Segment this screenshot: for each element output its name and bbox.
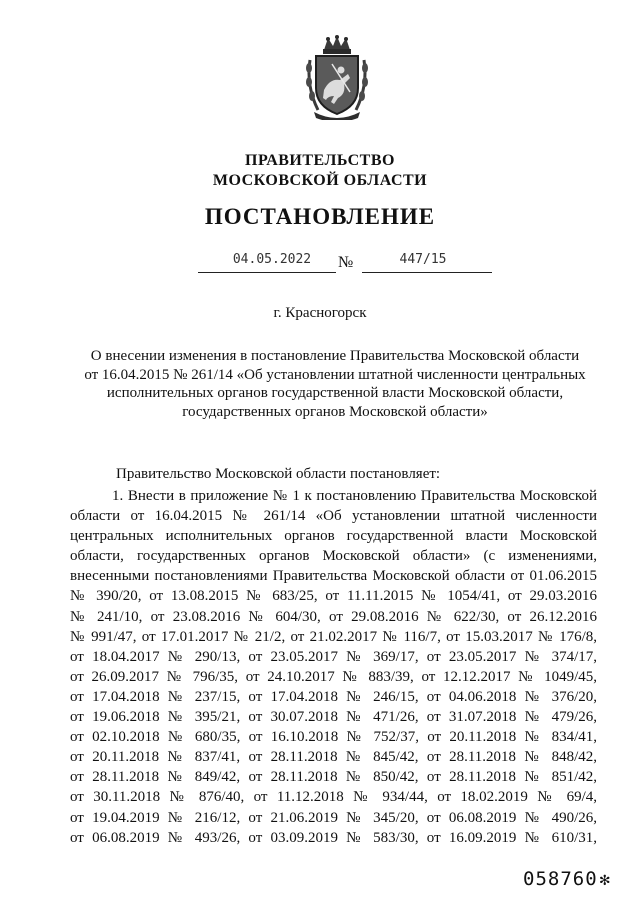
body-line: № 390/20, от 13.08.2015 № 683/25, от 11.11.2015 № 1054/41, от 29.03.2016 bbox=[70, 588, 597, 605]
body-line: от 02.10.2018 № 680/35, от 16.10.2018 № 752/37, от 20.11.2018 № 834/41, bbox=[70, 729, 597, 746]
document-number: 447/15 bbox=[399, 252, 447, 267]
body-line: области, государственных органов Московской области» (с изменениями, bbox=[70, 548, 597, 565]
subject-line: от 16.04.2015 № 261/14 «Об установлении штатной численности центральных bbox=[84, 366, 586, 383]
body-line: от 26.09.2017 № 796/35, от 24.10.2017 № 883/39, от 12.12.2017 № 1049/45, bbox=[70, 668, 597, 685]
date-number-line bbox=[0, 252, 640, 278]
form-serial-number bbox=[523, 868, 611, 890]
date-underline bbox=[198, 272, 336, 273]
body-line: № 991/47, от 17.01.2017 № 21/2, от 21.02.2017 № 116/7, от 15.03.2017 № 176/8, bbox=[70, 628, 597, 645]
subject-line: исполнительных органов государственной власти Московской области, bbox=[106, 385, 564, 401]
city-name: г. Красногорск bbox=[273, 305, 367, 321]
body-intro: Правительство Московской области постановляет: bbox=[116, 466, 441, 482]
org-name-line1: ПРАВИТЕЛЬСТВО bbox=[245, 152, 395, 169]
body-line: от 20.11.2018 № 837/41, от 28.11.2018 № 845/42, от 28.11.2018 № 848/42, bbox=[70, 749, 597, 766]
number-sign: № bbox=[338, 254, 354, 271]
document-subject bbox=[70, 347, 600, 421]
coat-of-arms-emblem bbox=[304, 34, 370, 120]
serial-digits: 058760 bbox=[523, 868, 598, 890]
body-line: центральных исполнительных органов государственной власти Московской bbox=[70, 528, 597, 545]
document-date: 04.05.2022 bbox=[232, 252, 312, 267]
document-type-title: ПОСТАНОВЛЕНИЕ bbox=[204, 204, 436, 229]
body-line: от 30.11.2018 № 876/40, от 11.12.2018 № 934/44, от 18.02.2019 № 69/4, bbox=[70, 789, 597, 806]
body-line: 1. Внести в приложение № 1 к постановлению Правительства Московской bbox=[112, 488, 597, 504]
coat-of-arms-icon bbox=[304, 34, 370, 120]
body-line: внесенными постановлениями Правительства Московской области от 01.06.2015 bbox=[70, 568, 597, 585]
org-name-line2: МОСКОВСКОЙ ОБЛАСТИ bbox=[212, 172, 428, 189]
body-line: от 19.06.2018 № 395/21, от 30.07.2018 № 471/26, от 31.07.2018 № 479/26, bbox=[70, 709, 597, 726]
number-underline bbox=[362, 272, 492, 273]
body-line: от 17.04.2018 № 237/15, от 17.04.2018 № 246/15, от 04.06.2018 № 376/20, bbox=[70, 688, 597, 705]
body-line: от 18.04.2017 № 290/13, от 23.05.2017 № 369/17, от 23.05.2017 № 374/17, bbox=[70, 648, 597, 665]
subject-line: государственных органов Московской области» bbox=[182, 403, 488, 420]
body-line: области от 16.04.2015 № 261/14 «Об установлении штатной численности bbox=[70, 508, 597, 525]
body-line: от 06.08.2019 № 493/26, от 03.09.2019 № 583/30, от 16.09.2019 № 610/31, bbox=[70, 829, 597, 846]
subject-line: О внесении изменения в постановление Правительства Московской области bbox=[90, 348, 580, 364]
asterisk-icon: ✻ bbox=[599, 870, 611, 890]
body-line: № 241/10, от 23.08.2016 № 604/30, от 29.08.2016 № 622/30, от 26.12.2016 bbox=[70, 608, 597, 625]
body-text bbox=[70, 486, 597, 848]
body-line: от 19.04.2019 № 216/12, от 21.06.2019 № 345/20, от 06.08.2019 № 490/26, bbox=[70, 809, 597, 826]
body-line: от 28.11.2018 № 849/42, от 28.11.2018 № 850/42, от 28.11.2018 № 851/42, bbox=[70, 769, 597, 786]
